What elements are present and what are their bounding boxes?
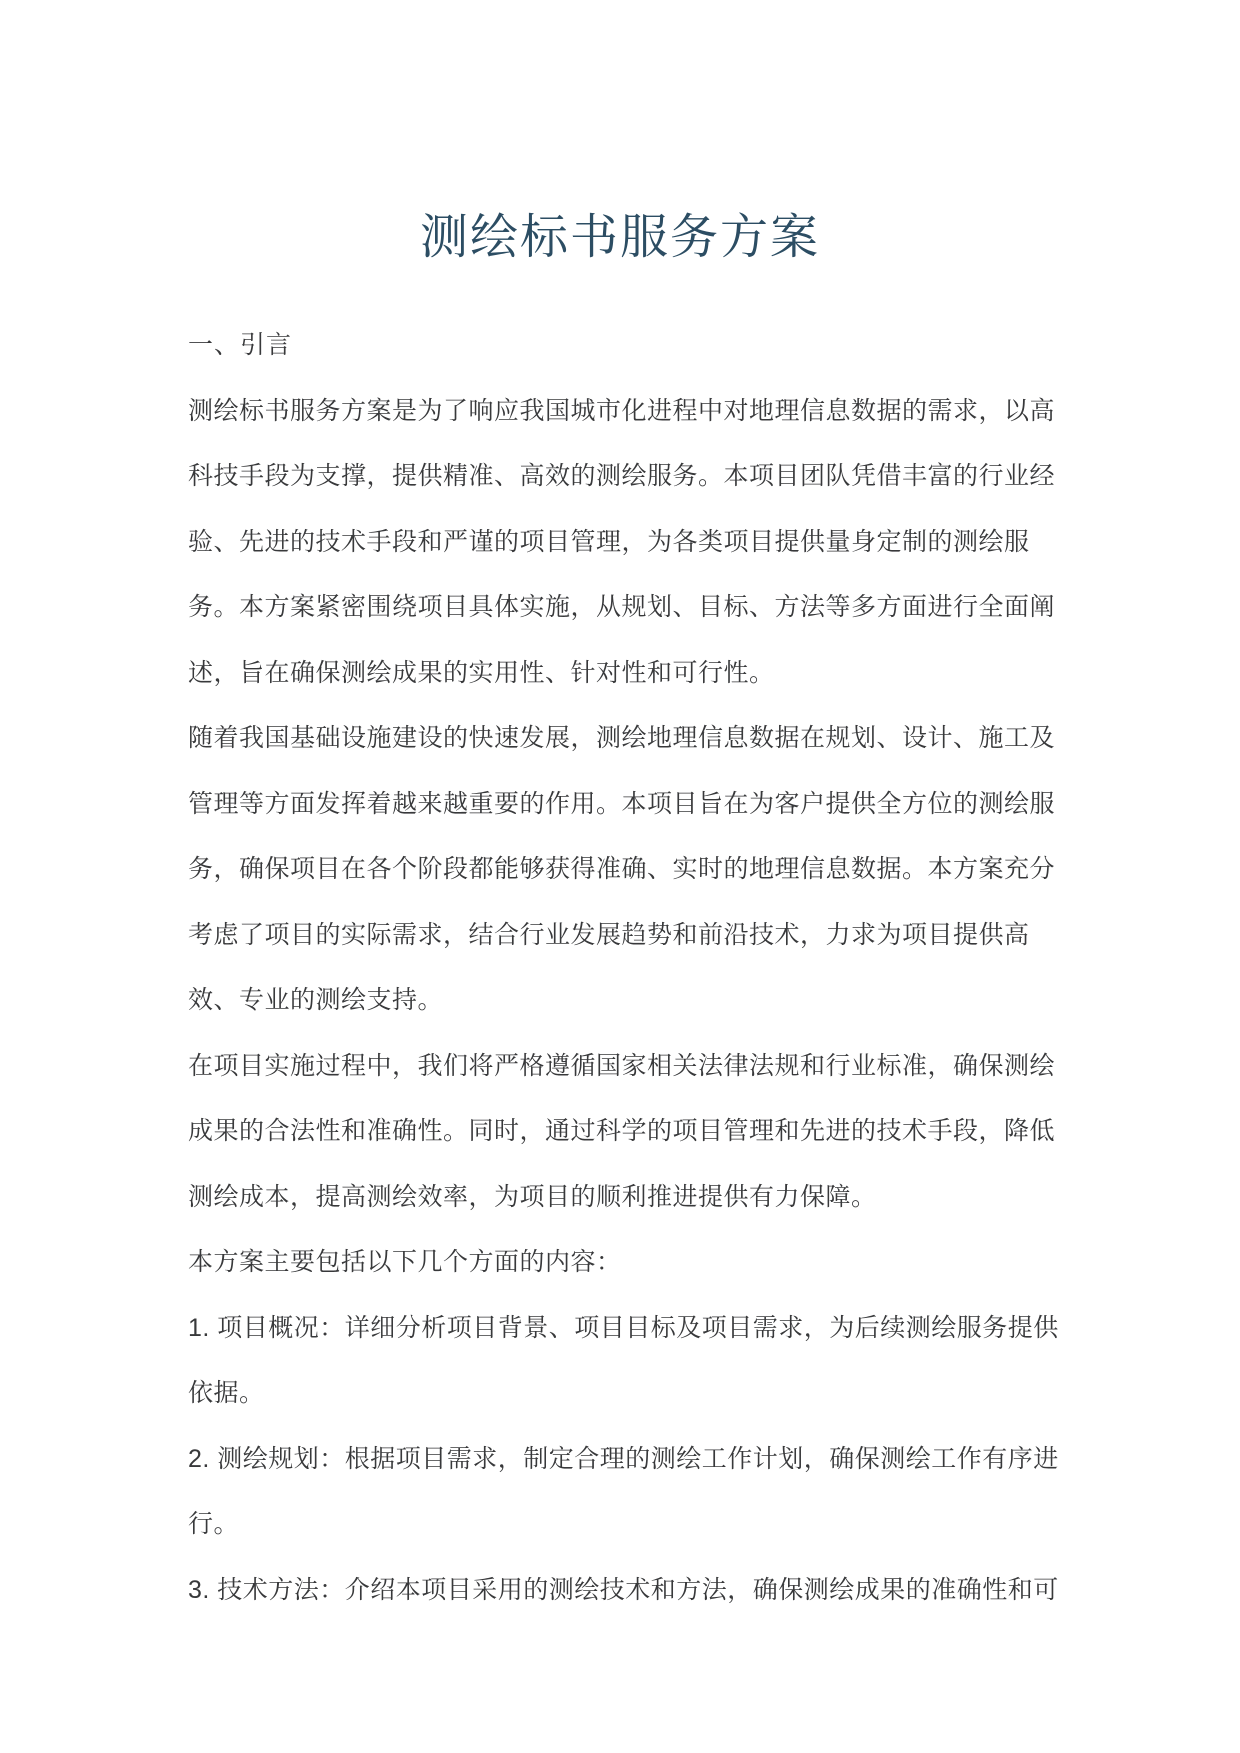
text-line: 本方案主要包括以下几个方面的内容： [188,1248,622,1276]
text-line: 测绘标书服务方案是为了响应我国城市化进程中对地理信息数据的需求，以高 [188,396,1056,425]
document-title: 测绘标书服务方案 [419,211,820,264]
text-line: 测绘成本，提高测绘效率，为项目的顺利推进提供有力保障。 [188,1182,877,1211]
text-line: 在项目实施过程中，我们将严格遵循国家相关法律法规和行业标准，确保测绘 [188,1051,1056,1080]
text-line: 科技手段为支撑，提供精准、高效的测绘服务。本项目团队凭借丰富的行业经 [188,462,1056,490]
list-item-2 [188,1427,1088,1558]
section-heading: 一、引言 [188,331,293,359]
paragraph-background [188,706,1088,1034]
text-line: 务。本方案紧密围绕项目具体实施，从规划、目标、方法等多方面进行全面阐 [188,593,1056,621]
text-line: 依据。 [188,1379,265,1407]
text-line: 务，确保项目在各个阶段都能够获得准确、实时的地理信息数据。本方案充分 [188,855,1056,883]
list-item-1 [188,1296,1088,1427]
text-line: 2. 测绘规划：根据项目需求，制定合理的测绘工作计划，确保测绘工作有序进 [188,1444,1059,1473]
text-line: 成果的合法性和准确性。同时，通过科学的项目管理和先进的技术手段，降低 [188,1117,1056,1145]
text-line: 效、专业的测绘支持。 [188,986,444,1014]
paragraph-overview [188,1230,1088,1296]
text-line: 1. 项目概况：详细分析项目背景、项目目标及项目需求，为后续测绘服务提供 [188,1313,1059,1342]
text-line: 行。 [188,1510,240,1538]
text-line: 考虑了项目的实际需求，结合行业发展趋势和前沿技术，力求为项目提供高 [188,920,1030,949]
paragraph-compliance [188,1034,1088,1231]
document-body [188,313,1088,1623]
list-item-3 [188,1558,1088,1624]
text-line: 管理等方面发挥着越来越重要的作用。本项目旨在为客户提供全方位的测绘服 [188,789,1056,818]
paragraph-intro [188,379,1088,707]
text-line: 随着我国基础设施建设的快速发展，测绘地理信息数据在规划、设计、施工及 [188,724,1056,752]
text-line: 述，旨在确保测绘成果的实用性、针对性和可行性。 [188,658,775,687]
text-line: 3. 技术方法：介绍本项目采用的测绘技术和方法，确保测绘成果的准确性和可 [188,1575,1059,1604]
text-line: 验、先进的技术手段和严谨的项目管理，为各类项目提供量身定制的测绘服 [188,527,1030,556]
